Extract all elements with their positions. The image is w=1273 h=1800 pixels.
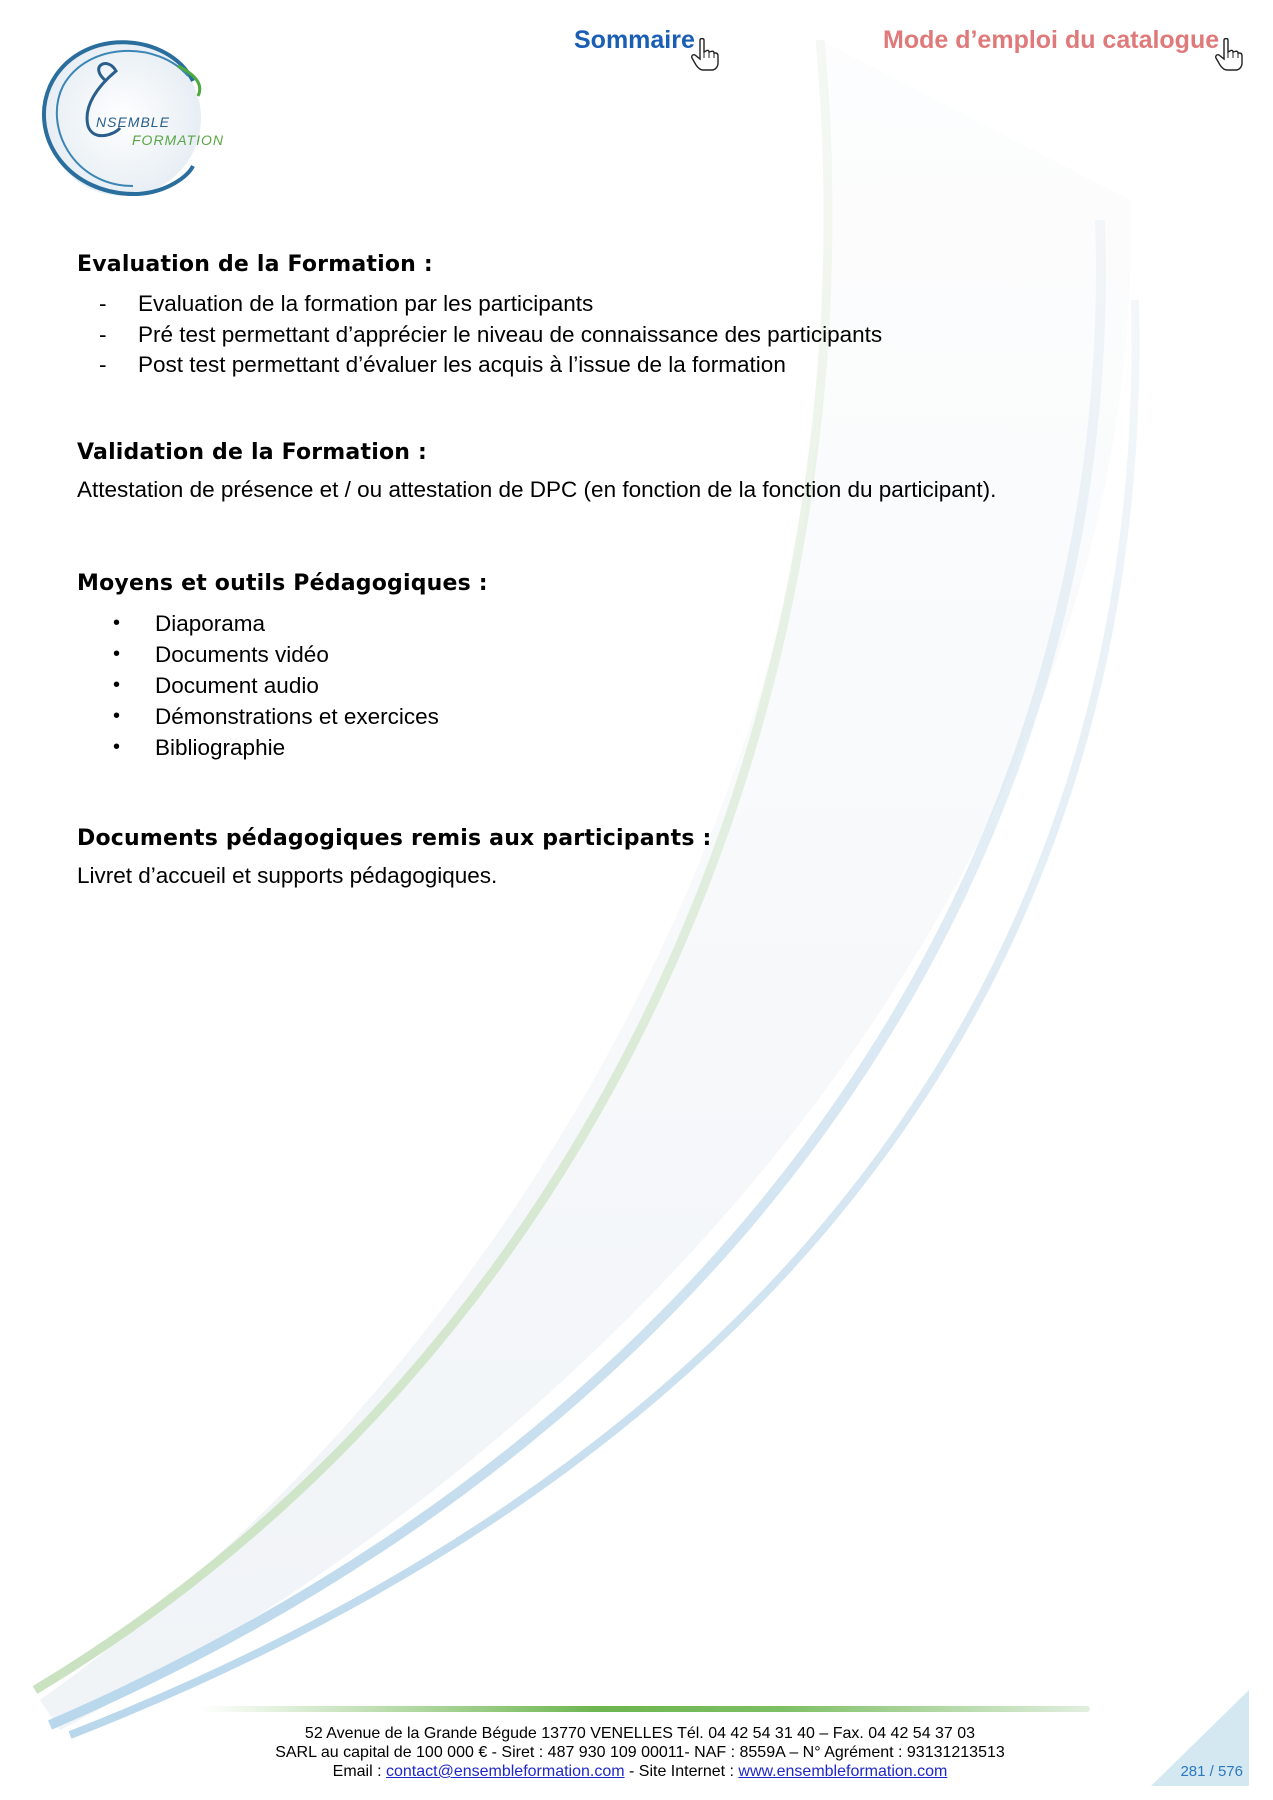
hand-pointer-icon xyxy=(1215,38,1243,72)
logo-text-formation: FORMATION xyxy=(132,132,224,148)
list-item-text: Pré test permettant d’apprécier le niveau de connaissance des participants xyxy=(138,321,883,347)
list-item xyxy=(77,350,882,381)
list-item-text: Démonstrations et exercices xyxy=(155,704,439,729)
list-item-text: Document audio xyxy=(155,673,319,698)
mode-emploi-label: Mode d’emploi du catalogue xyxy=(883,26,1220,54)
bullet-marker: • xyxy=(113,705,121,727)
ensemble-formation-logo xyxy=(28,26,228,206)
section-title-validation: Validation de la Formation : xyxy=(77,440,427,465)
email-label: Email : xyxy=(332,1763,386,1780)
footer-line-contact xyxy=(160,1762,1120,1781)
dash-marker: - xyxy=(99,352,107,377)
bullet-marker: • xyxy=(113,674,121,696)
bullet-marker: • xyxy=(113,643,121,665)
dash-marker: - xyxy=(99,321,107,347)
website-link[interactable]: www.ensembleformation.com xyxy=(738,1763,948,1780)
section-evaluation xyxy=(77,252,882,381)
sommaire-link[interactable] xyxy=(574,26,719,72)
validation-text: Attestation de présence et / ou attestation de DPC (en fonction de la fonction du participant). xyxy=(77,477,997,502)
list-item xyxy=(77,701,488,732)
list-item xyxy=(77,320,882,351)
mode-emploi-catalogue-link[interactable] xyxy=(883,26,1243,72)
evaluation-list xyxy=(77,289,882,381)
documents-text: Livret d’accueil et supports pédagogiques. xyxy=(77,863,498,888)
moyens-list xyxy=(77,608,488,763)
list-item-text: Diaporama xyxy=(155,611,266,636)
section-documents-remis xyxy=(77,826,712,891)
section-title-documents: Documents pédagogiques remis aux participants : xyxy=(77,826,712,851)
list-item xyxy=(77,608,488,639)
list-item xyxy=(77,732,488,763)
bullet-marker: • xyxy=(113,612,121,634)
list-item xyxy=(77,289,882,320)
section-validation xyxy=(77,440,1177,505)
list-item-text: Documents vidéo xyxy=(155,642,329,667)
site-label: - Site Internet : xyxy=(624,1763,739,1780)
list-item-text: Bibliographie xyxy=(155,735,286,760)
page-number: 281 / 576 xyxy=(1180,1763,1243,1780)
hand-pointer-icon xyxy=(691,38,719,72)
bullet-marker: • xyxy=(113,736,121,758)
footer-line-company: SARL au capital de 100 000 € - Siret : 487 930 109 00011- NAF : 8559A – N° Agrément : 93131213513 xyxy=(275,1744,1005,1761)
list-item xyxy=(77,670,488,701)
list-item-text: Evaluation de la formation par les participants xyxy=(138,291,594,316)
dash-marker: - xyxy=(99,291,107,316)
section-title-evaluation: Evaluation de la Formation : xyxy=(77,252,433,277)
email-link[interactable]: contact@ensembleformation.com xyxy=(385,1763,625,1780)
logo-text-ensemble: NSEMBLE xyxy=(96,114,170,130)
list-item-text: Post test permettant d’évaluer les acquis à l’issue de la formation xyxy=(138,352,786,377)
section-title-moyens: Moyens et outils Pédagogiques : xyxy=(77,571,488,596)
section-moyens-outils xyxy=(77,571,488,763)
footer-address xyxy=(160,1724,1120,1781)
footer-divider xyxy=(200,1706,1090,1712)
sommaire-label: Sommaire xyxy=(574,26,695,54)
list-item xyxy=(77,639,488,670)
footer-line-address: 52 Avenue de la Grande Bégude 13770 VENELLES Tél. 04 42 54 31 40 – Fax. 04 42 54 37 03 xyxy=(304,1725,976,1742)
